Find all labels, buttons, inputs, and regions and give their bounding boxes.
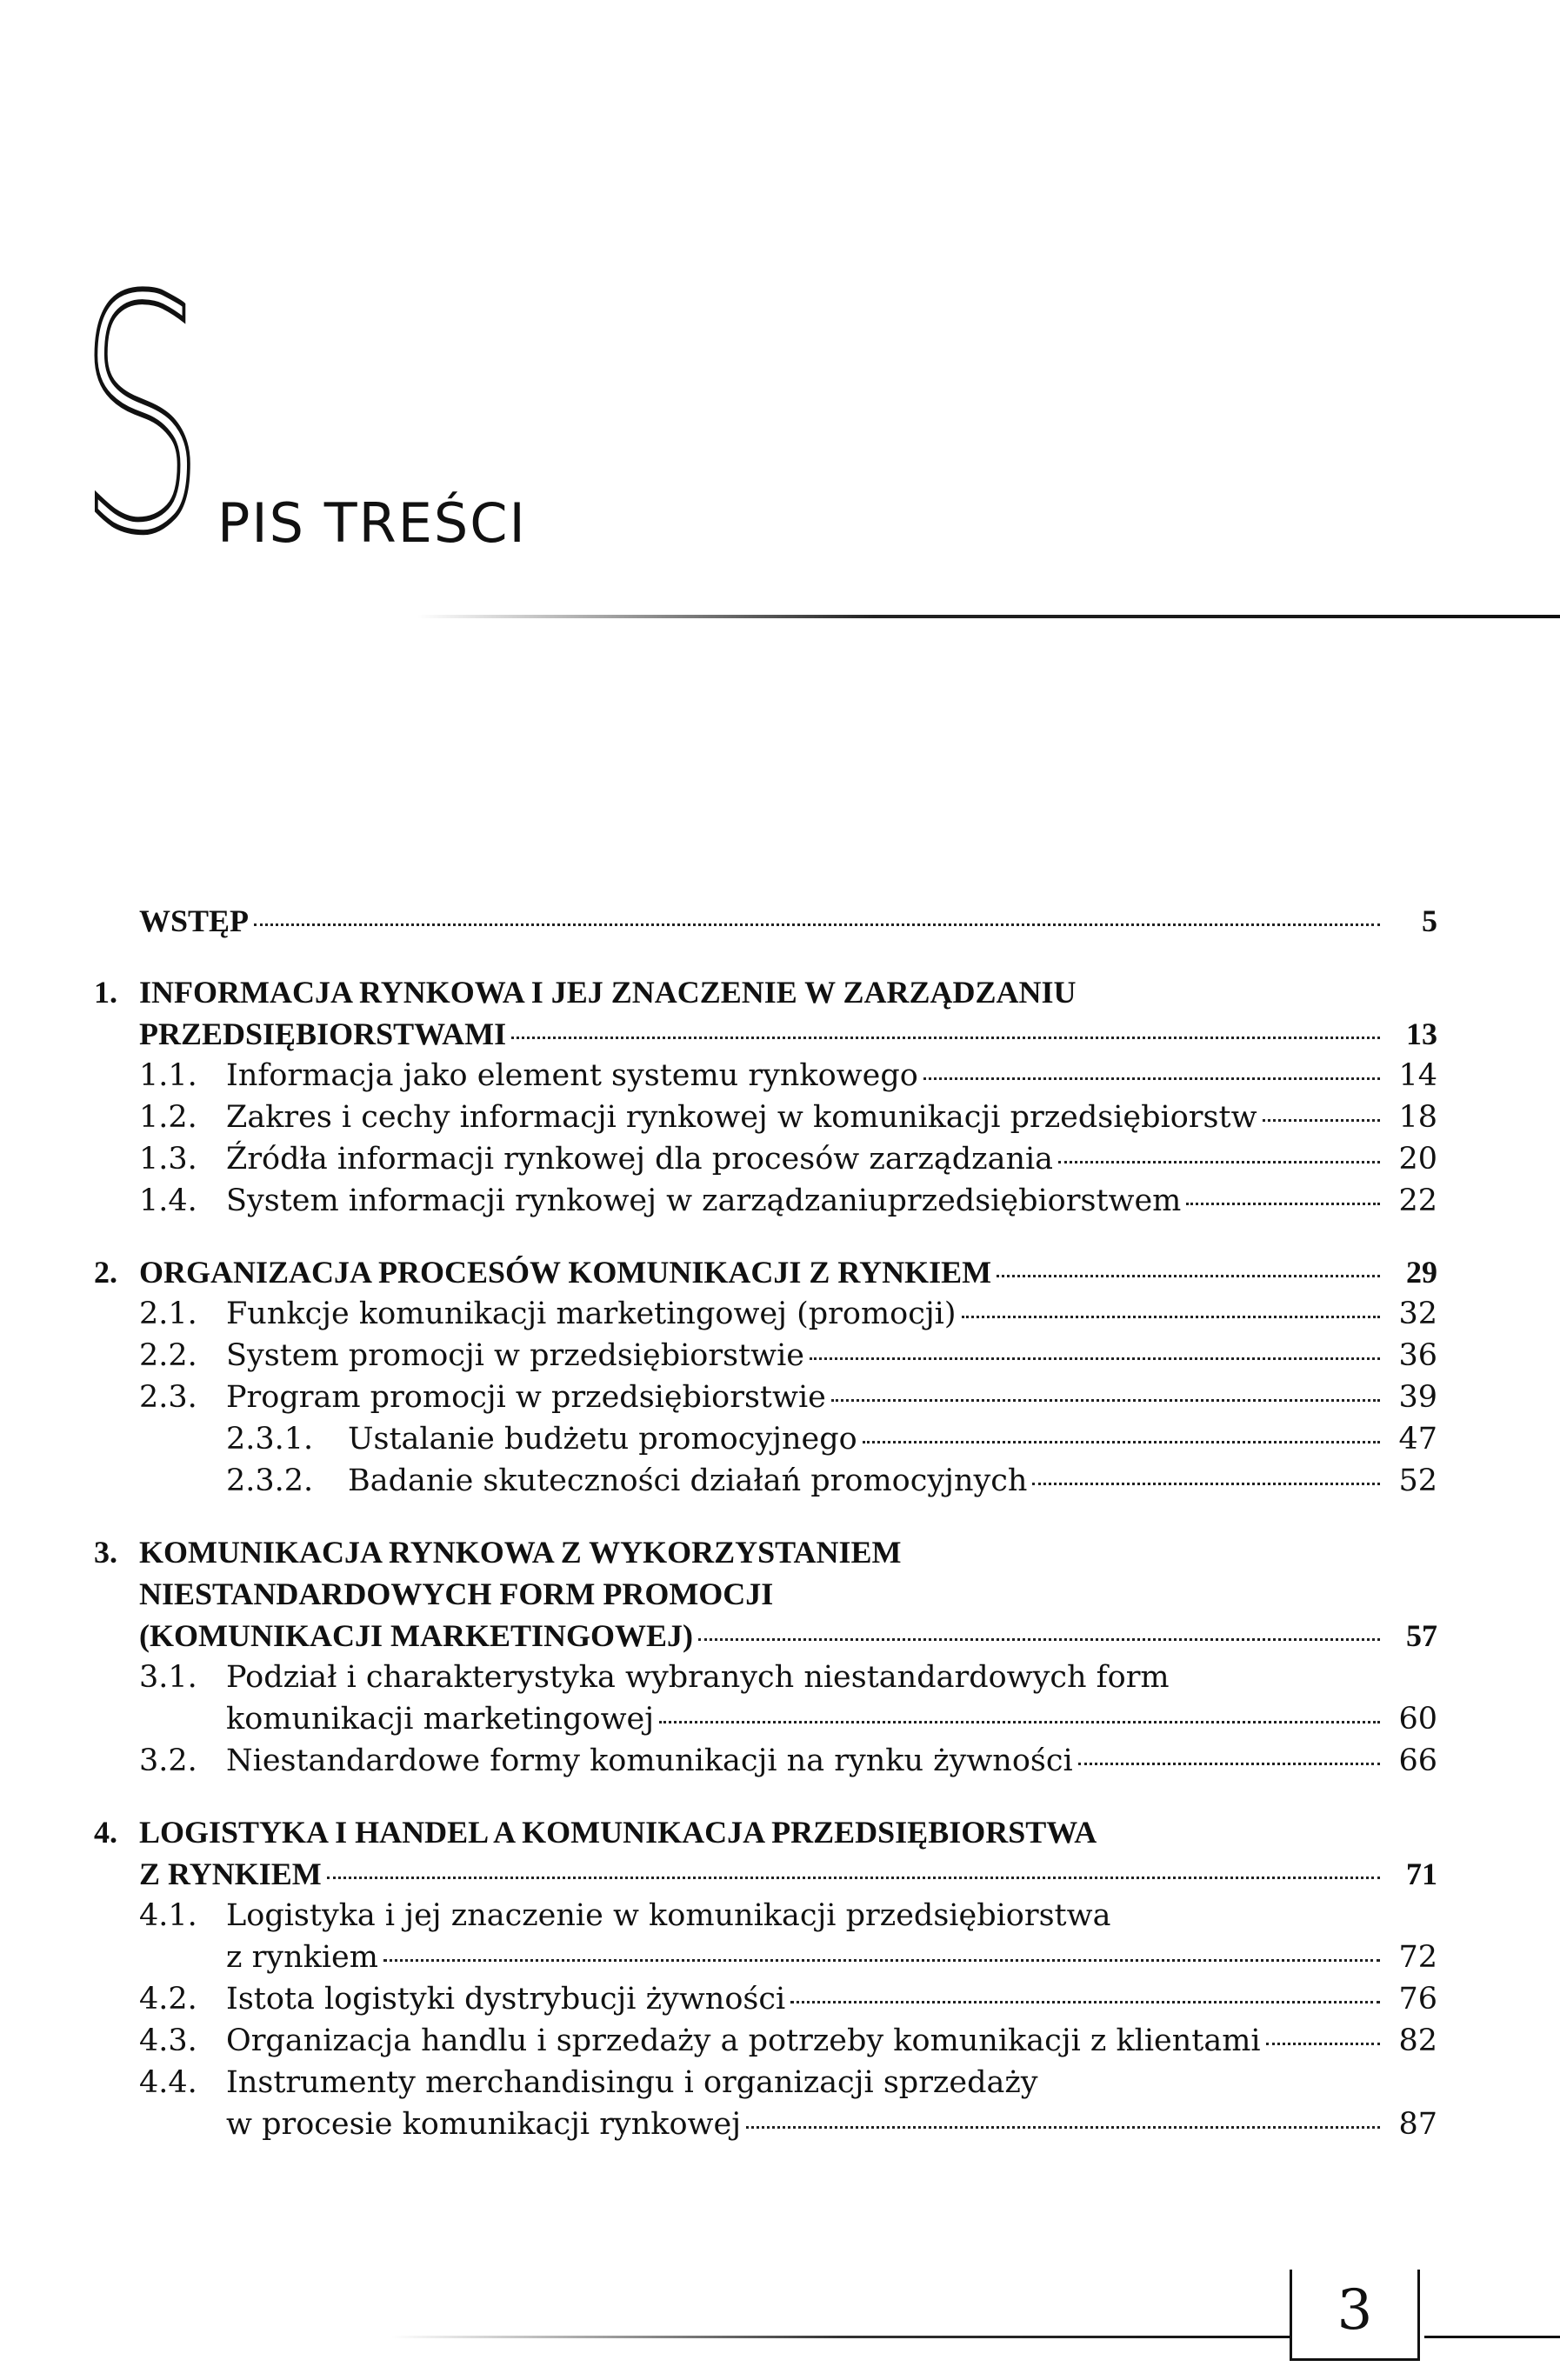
footer-rule-right bbox=[1424, 2336, 1560, 2338]
toc-entry-title: PRZEDSIĘBIORSTWAMI bbox=[139, 1017, 507, 1051]
toc-entry-number: 4.2. bbox=[139, 1982, 197, 2017]
toc-entry-page: 39 bbox=[1398, 1380, 1437, 1415]
dot-leader bbox=[790, 1999, 1380, 2003]
toc-entry-number: 2.2. bbox=[139, 1338, 197, 1373]
toc-entry-number: 2. bbox=[94, 1255, 117, 1290]
toc-entry-page: 5 bbox=[1422, 903, 1437, 938]
toc-entry-title: Informacja jako element systemu rynkowego bbox=[226, 1058, 918, 1093]
toc-entry-number: 3.2. bbox=[139, 1743, 197, 1778]
dot-leader bbox=[1263, 1117, 1380, 1122]
toc-entry-page: 76 bbox=[1398, 1982, 1437, 2017]
toc-entry-title: komunikacji marketingowej bbox=[226, 1702, 655, 1737]
dot-leader bbox=[1058, 1159, 1380, 1163]
toc-entry-number: 2.1. bbox=[139, 1297, 197, 1331]
page-number: 3 bbox=[1290, 2270, 1420, 2361]
toc-entry-number: 4.4. bbox=[139, 2065, 197, 2100]
toc-entry-page: 52 bbox=[1398, 1463, 1437, 1498]
toc-entry-number: 1.1. bbox=[139, 1058, 197, 1093]
dot-leader bbox=[746, 2124, 1380, 2129]
toc-entry-title: Niestandardowe formy komunikacji na rynku żywności bbox=[226, 1743, 1073, 1778]
toc-entry bbox=[94, 1055, 1437, 1097]
toc-entry-page: 87 bbox=[1398, 2107, 1437, 2142]
toc-entry-page: 20 bbox=[1398, 1142, 1437, 1177]
toc-entry-title: Istota logistyki dystrybucji żywności bbox=[226, 1982, 786, 2017]
toc-entry bbox=[94, 1097, 1437, 1138]
toc-entry bbox=[94, 971, 1437, 1013]
toc-entry bbox=[94, 1531, 1437, 1573]
toc-entry bbox=[94, 1615, 1437, 1657]
toc-entry bbox=[94, 1740, 1437, 1782]
dot-leader bbox=[831, 1397, 1380, 1402]
toc-entry-title: ORGANIZACJA PROCESÓW KOMUNIKACJI Z RYNKIEM bbox=[139, 1255, 992, 1290]
toc-entry bbox=[94, 1335, 1437, 1377]
toc-entry-number: 1. bbox=[94, 975, 117, 1010]
toc-entry bbox=[94, 1377, 1437, 1418]
toc-entry-page: 57 bbox=[1406, 1618, 1437, 1653]
toc-entry-title: LOGISTYKA I HANDEL A KOMUNIKACJA PRZEDSIĘBIORSTWA bbox=[139, 1815, 1097, 1850]
dot-leader bbox=[511, 1035, 1380, 1039]
toc-entry-title: System informacji rynkowej w zarządzaniuprzedsiębiorstwem bbox=[226, 1183, 1182, 1218]
toc-entry bbox=[94, 2020, 1437, 2062]
toc-entry bbox=[94, 1460, 1437, 1502]
toc-entry bbox=[94, 2103, 1437, 2145]
dot-leader bbox=[962, 1314, 1380, 1318]
toc-entry-title: Podział i charakterystyka wybranych niestandardowych form bbox=[226, 1660, 1170, 1695]
dot-leader bbox=[1032, 1481, 1380, 1485]
toc-entry bbox=[94, 1853, 1437, 1895]
toc-entry-title: Logistyka i jej znaczenie w komunikacji przedsiębiorstwa bbox=[226, 1898, 1111, 1933]
toc-entry-title: w procesie komunikacji rynkowej bbox=[226, 2107, 742, 2142]
toc-entry-number: 3.1. bbox=[139, 1660, 197, 1695]
toc-entry-title: Ustalanie budżetu promocyjnego bbox=[348, 1422, 857, 1457]
toc-entry-number: 4.1. bbox=[139, 1898, 197, 1933]
toc-entry-page: 47 bbox=[1398, 1422, 1437, 1457]
toc-entry bbox=[94, 1811, 1437, 1853]
toc-entry bbox=[94, 1573, 1437, 1615]
toc-heading bbox=[78, 230, 687, 604]
toc-entry-page: 14 bbox=[1398, 1058, 1437, 1093]
toc-entry bbox=[94, 1698, 1437, 1740]
toc-entry bbox=[94, 2062, 1437, 2103]
toc-entry-page: 32 bbox=[1398, 1297, 1437, 1331]
toc-entry bbox=[94, 1657, 1437, 1698]
toc-entry-title: (KOMUNIKACJI MARKETINGOWEJ) bbox=[139, 1618, 693, 1653]
toc-entry-number: 1.3. bbox=[139, 1142, 197, 1177]
toc-entry-number: 2.3. bbox=[139, 1380, 197, 1415]
dot-leader bbox=[923, 1076, 1380, 1080]
toc-entry-title: Instrumenty merchandisingu i organizacji sprzedaży bbox=[226, 2065, 1038, 2100]
dot-leader bbox=[383, 1957, 1380, 1962]
toc-entry-title: Funkcje komunikacji marketingowej (promocji) bbox=[226, 1297, 957, 1331]
toc-entry-number: 1.4. bbox=[139, 1183, 197, 1218]
heading-rule bbox=[417, 615, 1560, 618]
toc-entry-page: 71 bbox=[1406, 1857, 1437, 1891]
page-title: PIS TREŚCI bbox=[217, 491, 527, 555]
toc-entry-title: Organizacja handlu i sprzedaży a potrzeby komunikacji z klientami bbox=[226, 2023, 1261, 2058]
toc-entry-page: 66 bbox=[1398, 1743, 1437, 1778]
toc-entry-page: 29 bbox=[1406, 1255, 1437, 1290]
toc-entry-title: z rynkiem bbox=[226, 1940, 378, 1975]
toc-entry-page: 72 bbox=[1398, 1940, 1437, 1975]
toc-entry bbox=[94, 1013, 1437, 1055]
toc-entry bbox=[94, 900, 1437, 942]
toc-entry-title: NIESTANDARDOWYCH FORM PROMOCJI bbox=[139, 1577, 774, 1611]
toc-entry bbox=[94, 1418, 1437, 1460]
toc-entry-title: Badanie skuteczności działań promocyjnych bbox=[348, 1463, 1028, 1498]
dot-leader bbox=[997, 1273, 1380, 1277]
toc-entry-page: 82 bbox=[1398, 2023, 1437, 2058]
toc-entry bbox=[94, 1895, 1437, 1937]
dot-leader bbox=[1078, 1761, 1380, 1765]
toc-entry bbox=[94, 1978, 1437, 2020]
toc-entry-page: 60 bbox=[1398, 1702, 1437, 1737]
toc-entry bbox=[94, 1251, 1437, 1293]
toc-entry-number: 2.3.2. bbox=[226, 1463, 314, 1498]
toc-entry-title: Z RYNKIEM bbox=[139, 1857, 322, 1891]
dot-leader bbox=[254, 922, 1380, 926]
toc-entry-title: Zakres i cechy informacji rynkowej w komunikacji przedsiębiorstw bbox=[226, 1100, 1257, 1135]
toc-entry-title: INFORMACJA RYNKOWA I JEJ ZNACZENIE W ZARZĄDZANIU bbox=[139, 975, 1077, 1010]
toc-entry bbox=[94, 1180, 1437, 1222]
toc-entry-title: WSTĘP bbox=[139, 903, 250, 938]
decorative-initial: S bbox=[78, 230, 205, 604]
toc-entry-page: 13 bbox=[1406, 1017, 1437, 1051]
toc-entry bbox=[94, 1138, 1437, 1180]
toc-entry-title: Program promocji w przedsiębiorstwie bbox=[226, 1380, 826, 1415]
dot-leader bbox=[1186, 1201, 1380, 1205]
toc-entry bbox=[94, 1937, 1437, 1978]
toc-entry-number: 4.3. bbox=[139, 2023, 197, 2058]
table-of-contents bbox=[94, 900, 1437, 2145]
dot-leader bbox=[810, 1356, 1380, 1360]
toc-entry-title: KOMUNIKACJA RYNKOWA Z WYKORZYSTANIEM bbox=[139, 1535, 902, 1570]
dot-leader bbox=[863, 1439, 1380, 1443]
toc-entry-page: 22 bbox=[1398, 1183, 1437, 1218]
dot-leader bbox=[698, 1637, 1380, 1641]
toc-entry-page: 18 bbox=[1398, 1100, 1437, 1135]
toc-entry-page: 36 bbox=[1398, 1338, 1437, 1373]
footer-rule bbox=[391, 2336, 1291, 2338]
dot-leader bbox=[1266, 2041, 1380, 2045]
toc-entry-number: 1.2. bbox=[139, 1100, 197, 1135]
toc-entry-title: Źródła informacji rynkowej dla procesów zarządzania bbox=[226, 1142, 1054, 1177]
toc-entry-title: System promocji w przedsiębiorstwie bbox=[226, 1338, 804, 1373]
toc-entry-number: 3. bbox=[94, 1535, 117, 1570]
toc-entry-number: 4. bbox=[94, 1815, 117, 1850]
dot-leader bbox=[327, 1875, 1380, 1879]
toc-entry bbox=[94, 1293, 1437, 1335]
dot-leader bbox=[659, 1719, 1380, 1723]
toc-entry-number: 2.3.1. bbox=[226, 1422, 314, 1457]
